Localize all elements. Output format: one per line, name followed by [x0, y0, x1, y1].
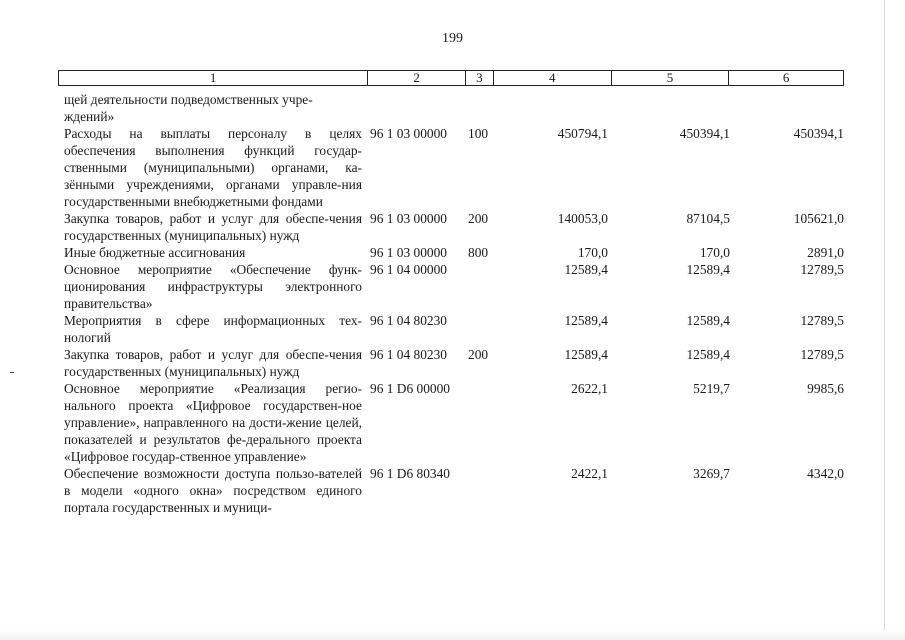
page-number: 199: [442, 31, 463, 46]
row-name: Иные бюджетные ассигнования: [64, 245, 246, 260]
row-vr: 100: [468, 126, 489, 141]
row-year2: 450394,1: [679, 126, 730, 141]
table-row: [64, 261, 844, 312]
row-code: 96 1 03 00000: [370, 126, 447, 141]
header-col-2: 2: [368, 71, 466, 85]
row-vr: [468, 261, 508, 312]
table-row: [64, 312, 844, 346]
page-bottom-edge: [0, 630, 905, 640]
row-name: Закупка товаров, работ и услуг для обеспе-чения государственных (муниципальных) нужд: [64, 211, 362, 243]
row-year1: 12589,4: [564, 313, 608, 328]
table-row: [64, 91, 844, 125]
row-year3: [730, 91, 844, 125]
row-year2: 12589,4: [686, 262, 730, 277]
row-code: 96 1 04 80230: [370, 347, 447, 362]
row-year1: 140053,0: [557, 211, 608, 226]
row-year1: 2422,1: [571, 466, 608, 481]
row-name: Мероприятия в сфере информационных тех-нологий: [64, 313, 362, 345]
row-name: щей деятельности подведомственных учре- ждений»: [64, 92, 313, 124]
row-year2: 12589,4: [686, 347, 730, 362]
row-name: Основное мероприятие «Реализация регио-нального проекта «Цифровое государствен-ное управление», направленного на дости-жение целей, показателей и результатов фе-дерального проекта «Цифровое государ-ственное управление»: [64, 381, 362, 464]
row-year3: 9985,6: [807, 381, 844, 396]
row-year3: 105621,0: [793, 211, 844, 226]
row-year3: 12789,5: [800, 347, 844, 362]
table-row: [64, 465, 844, 516]
header-col-5: 5: [612, 71, 730, 85]
row-year2: 12589,4: [686, 313, 730, 328]
row-year3: 12789,5: [800, 313, 844, 328]
row-name: Закупка товаров, работ и услуг для обеспе-чения государственных (муниципальных) нужд: [64, 347, 362, 379]
row-code: 96 1 03 00000: [370, 245, 447, 260]
margin-mark: [10, 372, 14, 373]
row-vr: [468, 380, 508, 465]
row-year1: 170,0: [577, 245, 608, 260]
page-edge-line: [884, 0, 885, 640]
row-name: Обеспечение возможности доступа пользо-вателей в модели «одного окна» посредством единого портала государственных и муници-: [64, 466, 362, 515]
row-vr: [468, 91, 508, 125]
row-code: 96 1 D6 80340: [370, 466, 450, 481]
row-code: 96 1 03 00000: [370, 211, 447, 226]
header-col-3: 3: [466, 71, 494, 85]
row-year1: 12589,4: [564, 262, 608, 277]
table-row: [64, 346, 844, 380]
row-year2: [608, 91, 730, 125]
table-row: [64, 125, 844, 210]
budget-table: [64, 91, 844, 516]
table-header-row: [58, 70, 844, 86]
row-vr: 200: [468, 211, 489, 226]
row-year3: 450394,1: [793, 126, 844, 141]
row-code: 96 1 04 00000: [370, 262, 447, 277]
table-row: [64, 244, 844, 261]
row-code: 96 1 04 80230: [370, 313, 447, 328]
row-year1: 450794,1: [557, 126, 608, 141]
table-row: [64, 210, 844, 244]
row-vr: [468, 465, 508, 516]
row-year1: [508, 91, 608, 125]
row-year2: 5219,7: [693, 381, 730, 396]
row-name: Основное мероприятие «Обеспечение функ-ционирования инфраструктуры электронного правительства»: [64, 262, 362, 311]
table-row: [64, 380, 844, 465]
row-year2: 87104,5: [686, 211, 730, 226]
row-name: Расходы на выплаты персоналу в целях обеспечения выполнения функций государ-ственными (муниципальными) органами, ка-зёнными учреждениями, органами управле-ния государственными внебюджетными фондами: [64, 126, 362, 209]
row-year2: 170,0: [699, 245, 730, 260]
row-vr: 200: [468, 347, 489, 362]
row-code: 96 1 D6 00000: [370, 381, 450, 396]
row-vr: [468, 312, 508, 346]
header-col-1: 1: [59, 71, 368, 85]
row-vr: 800: [468, 245, 489, 260]
header-col-4: 4: [494, 71, 612, 85]
row-year1: 12589,4: [564, 347, 608, 362]
row-code: [362, 91, 468, 125]
row-year2: 3269,7: [693, 466, 730, 481]
row-year1: 2622,1: [571, 381, 608, 396]
row-year3: 4342,0: [807, 466, 844, 481]
row-year3: 12789,5: [800, 262, 844, 277]
row-year3: 2891,0: [807, 245, 844, 260]
header-col-6: 6: [782, 70, 790, 85]
